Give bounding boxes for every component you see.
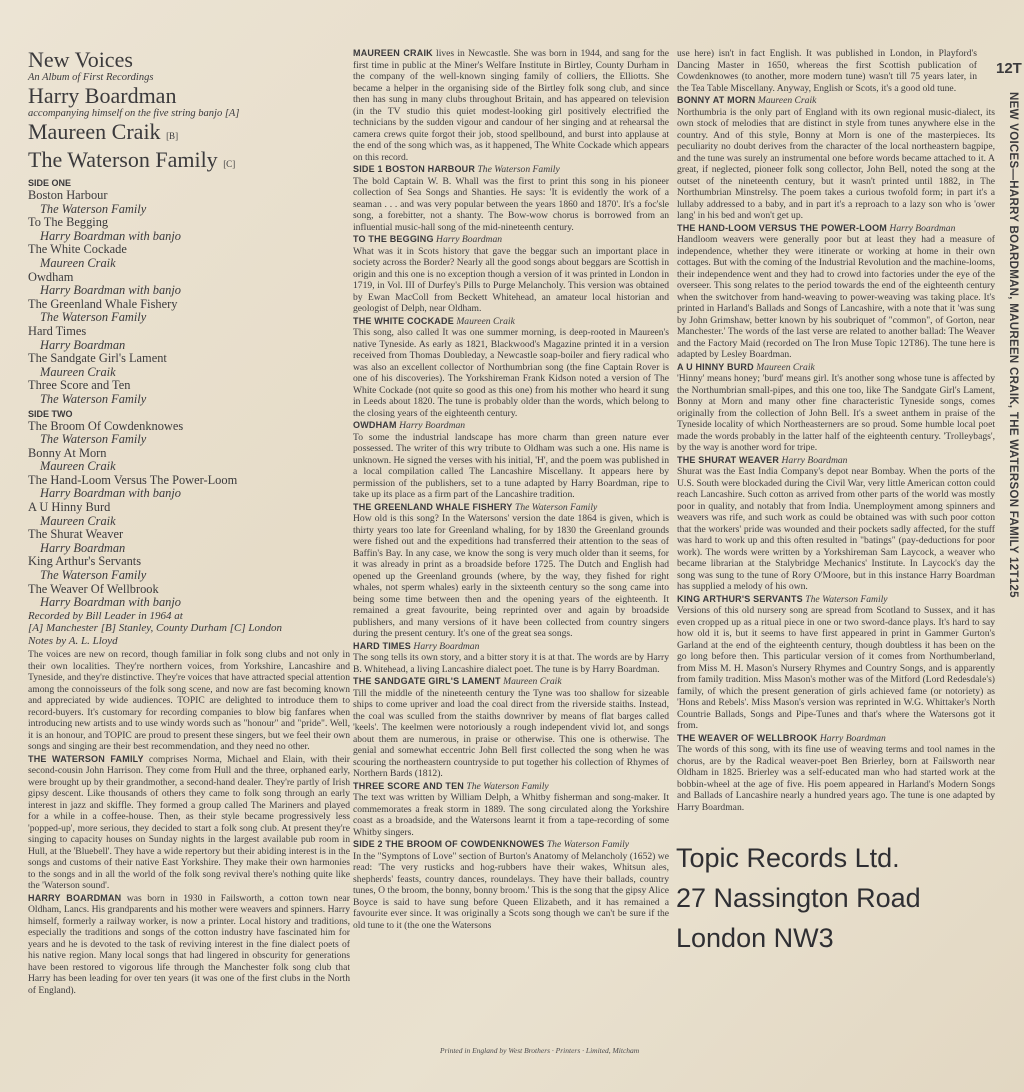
note-heading: THE WHITE COCKADE [353, 315, 454, 326]
track-title: The Greenland Whale Fishery [28, 296, 178, 311]
note-heading: THE WATERSON FAMILY [28, 753, 144, 764]
track-title: Three Score and Ten [28, 378, 131, 393]
note-performer: Maureen Craik [756, 361, 815, 373]
note-performer: The Waterson Family [514, 501, 598, 513]
note-entry [677, 594, 995, 732]
recording-line: Recorded by Bill Leader in 1964 at [28, 609, 183, 622]
note-text: 'Hinny' means honey; 'burd' means girl. It's another song whose tune is affected by the Northumbrian small-pipes, and this one too, like The Sandgate Girl's Lament, Bonny at Morn and many other fine characteristic Tyneside songs, comes originally from the collection of John Bell. It's a sweet anthem in praise of the Tyneside locality of which Northeasterners are so proud. Some humble local poet made the words probably in the latter half of the eighteenth century. 'Trolleybags', by the way is another word for tripe. [677, 373, 995, 453]
note-heading: THREE SCORE AND TEN [353, 780, 464, 791]
note-text: Versions of this old nursery song are spread from Scotland to Sussex, and it has even cropped up as a ritual piece in one or two sword-dance plays. It's hard to say how old it is, but it seems to have first appeared in print in Gammer Gurton's Garland at the end of the eighteenth century, though doubtless it has been on the go long before then. This particular version of it comes from Northumberland, from Miss M. H. Mason's Nursery Rhymes and Country Songs, and is apparently from family tradition. Miss Mason's mother was of the Mitford (Lord Redesdale's) family, of which the present generation of girls achieved fame (or notoriety) as 'Hons and Rebels'. Miss Mason's version was reprinted in W.G. Whittaker's North Countrie Ballads, Songs and Pipe-Tunes and that's where the Watersons got it from. [677, 605, 995, 731]
track-title: The Broom Of Cowdenknowes [28, 418, 184, 433]
note-performer: Harry Boardman [399, 420, 466, 431]
note-heading: BONNY AT MORN [677, 95, 756, 105]
note-text: Till the middle of the nineteenth century the Tyne was too shallow for sizeable ships to come upriver and load the coal direct from the riverside staiths. Instead, the coal was sculled from the staiths downriver by means of flat barges called 'keels'. The keelmen were notoriously a rough independent vivid lot, and songs about them are numerous, in praise or otherwise. This one is otherwise. The genial and somewhat eccentric John Bell first collected the song when he was scouring the northeastern countryside to put together his collection of Rhymes of Northern Bards (1812). [353, 687, 669, 779]
track-title: The Hand-Loom Versus The Power-Loom [28, 472, 238, 487]
address-line: London NW3 [676, 923, 834, 953]
track-title: The Weaver Of Wellbrook [28, 581, 159, 596]
note-text: What was it in Scots history that gave the beggar such an important place in society across the Border? Nearly all the good songs about beggars are Scottish in origin and this one is no exception though a version of it was printed in London in 1719, in Vol. III of Durfey's Pills to Purge Melancholy. This version was obtained by Ewan MacColl from Beckett Whitehead, an amateur local historian and geologist of Delph, near Oldham. [353, 245, 669, 314]
artist-maureen-craik [28, 120, 350, 148]
note-text: The song tells its own story, and a bitter story it is at that. The words are by Harry B. Whitehead, a living Lancashire dialect poet. The tune is by Harry Boardman. [353, 652, 669, 675]
track-performer: Maureen Craik [40, 364, 116, 379]
intro-paragraph: The voices are new on record, though familiar in folk song clubs and not only in their own localities. They're northern voices, from Yorkshire, Lancashire and Tyneside, and they're distinctive. They're voices that have attracted special attention among the connoisseurs of the folk song scene, and now are fast becoming known and appreciated by wide audiences. TOPIC are delighted to introduce them to record-buyers. It's customary for recording companies to blow big fanfares when introducing new artists and to use windy words such as "honour" and "pride". Well, it is an honour, and TOPIC are proud to present these singers, but we feel their own songs and singing are their best recommendation, and they need no other. [28, 649, 350, 753]
note-text: was born in 1930 in Failsworth, a cotton town near Oldham, Lancs. His grandparents and his mother were weavers and spinners. Harry himself, formerly a railway worker, is now a printer. Local history and traditions, especially the traditions and songs of the cotton industry have fascinated him for years and he is devoted to the task of reviving interest in the fine dialect poets of his native region. Many local songs that had lingered in obscurity for generations have been restored to vigorous life through the Manchester folk song club that Harry has been leading for over ten years (it was one of the first clubs in the North of England). [28, 892, 350, 996]
notes-left [28, 754, 350, 997]
note-performer: Harry Boardman [413, 640, 480, 652]
artist-tag: [C] [223, 159, 236, 169]
note-heading: HARRY BOARDMAN [28, 892, 122, 903]
spine-text [1006, 92, 1020, 692]
note-entry [353, 641, 669, 676]
note-entry [28, 893, 350, 997]
note-entry [677, 95, 995, 222]
track-performer: Maureen Craik [40, 459, 116, 474]
note-entry [353, 48, 669, 163]
catalog-number: 12T [996, 60, 1022, 77]
track-title: To The Begging [28, 215, 109, 230]
note-text: The bold Captain W. B. Whall was the first to print this song in his pioneer collection of Sea Songs and Shanties. He says: 'It is evidently the work of a seaman . . . and was very popular between the years 1860 and 1870'. It's a foc'sle song, a forebitter, not a shanty. The Bow-wow chorus is borrowed from an influential music-hall song of the mid-nineteenth century. [353, 175, 669, 233]
note-heading: THE GREENLAND WHALE FISHERY [353, 501, 513, 512]
track-performer: The Waterson Family [40, 310, 147, 325]
address-line: Topic Records Ltd. [676, 843, 900, 873]
note-text: In the "Symptons of Love" section of Burton's Anatomy of Melancholy (1652) we read: 'The very rusticks and hog-rubbers have their wakes, Whitsun ales, shepherds' feasts, country dances, roundelays. They have their ballads, country tunes, O the broom, the bonny, bonny broom.' This is the song that the gipsy Alice Boyce is said to have sung before Queen Elizabeth, and it has remained a favourite ever since. It was originally a Scots song though we can't be sure if the old tune to it (the one the Watersons [353, 850, 669, 931]
note-performer: Maureen Craik [757, 95, 817, 106]
note-text: Shurat was the East India Company's depot near Bombay. When the ports of the U.S. South were blockaded during the Civil War, very little American cotton could reach Lancashire. Such cotton as arrived from other parts of the world was mostly poor in quality, and notably that from India. Unemployment among spinners and weavers was rife, and such work as could be obtained was with such poor cotton that the workers' pride was wounded and their pockets sadly affected, for the stuff was hard to work up and this often resulted in "batings" (pay-deductions for poor work). The words were written by a Yorkshireman Sam Laycock, a weaver who became librarian at the Stalybridge Mechanics' Institute. In Laycock's day the song was sung to the tune of Rory O'Moore, but in this instance Harry Boardman has supplied a melody of his own. [677, 466, 995, 592]
track-performer: Maureen Craik [40, 513, 116, 528]
artist-name: The Waterson Family [28, 147, 218, 172]
note-heading: KING ARTHUR'S SERVANTS [677, 593, 803, 604]
note-entry [353, 781, 669, 839]
note-entry [677, 362, 995, 454]
recording-line: [A] Manchester [B] Stanley, County Durham [C] London [28, 622, 283, 635]
cowdenknowes-continued: use here) isn't in fact English. It was published in London, in Playford's Dancing Master in 1650, whereas the first Scottish publication of Cowdenknowes (to another, more modern tune) wasn't till 75 years later, in the Tea Table Miscellany. Anyway, English or Scots, it's a good old tune. [677, 48, 977, 94]
note-performer: The Waterson Family [805, 593, 888, 605]
note-heading: A U HINNY BURD [677, 361, 754, 372]
column-left [28, 48, 350, 997]
note-performer: The Waterson Family [546, 839, 630, 850]
album-title: New Voices [28, 47, 133, 72]
artist-harry-boardman: Harry Boardman [28, 83, 177, 108]
note-heading: TO THE BEGGING [353, 234, 434, 244]
note-performer: The Waterson Family [477, 164, 560, 175]
album-subtitle: An Album of First Recordings [28, 72, 154, 83]
note-entry [353, 420, 669, 501]
note-text: Handloom weavers were generally poor but at least they had a measure of independence, whether they were itinerate or working at home in their own cottages. But with the coming of the Industrial Revolution and the machine-looms, their independence went and they had to crowd into factories under the eye of the overseer. This song relates to the period towards the end of the eighteenth century when the switchover from hand-weaving to power-weaving was taking place. It's printed in Harland's Ballads and Songs of Lancashire, with a note that it 'was sung by John Grimshaw, better known by his soubriquet of "common", of Gorton, near Manchester.' The words of the last verse are related to another ballad: The Weaver and the Factory Maid (recorded on The Iron Muse Topic 12T86). The tune here is adapted by Lesley Boardman. [677, 234, 995, 360]
note-entry [353, 316, 669, 420]
track-title: The White Cockade [28, 242, 127, 257]
track-performer: Harry Boardman with banjo [40, 486, 182, 501]
artist-tag: [B] [166, 131, 179, 141]
address-line: 27 Nassington Road [676, 883, 921, 913]
note-heading: SIDE 1 BOSTON HARBOUR [353, 164, 476, 174]
note-performer: Maureen Craik [456, 315, 515, 327]
side-one-tracklist [28, 189, 350, 407]
note-text: lives in Newcastle. She was born in 1944, and sang for the first time in public at the Miner's Welfare Institute in Birtley, County Durham in the company of the well-known singing family of colliers, the Elliotts. She became a helper in the organising side of the Birtley folk song club, and since then has sung in many clubs throughout Britain, and has appeared on television (in the TV studio this quiet modest-looking girl positively electrified the technicians by the sudden vigour and candour of her singing and at rehearsal the camera crews quite forgot their job, stood spellbound, and burst into applause at the end of the song which was, as it happened, The White Cockade which appears on this record. [353, 48, 670, 163]
note-performer: Harry Boardman [436, 234, 503, 245]
note-text: The words of this song, with its fine use of weaving terms and tool names in the chorus, are by the Radical weaver-poet Ben Brierley, born at Failsworth near Oldham in 1825. Brierley was a self-educated man who had started work at the bobbin-wheel at the age of five. His poem appeared in Harland's Modern Songs and Ballads of Lancashire nearly a hundred years ago. The tune is one adapted by Harry Boardman. [677, 744, 995, 813]
track-performer: The Waterson Family [40, 391, 147, 406]
note-performer: The Waterson Family [466, 780, 549, 792]
side-two-label: SIDE TWO [28, 408, 73, 419]
note-performer: Harry Boardman [819, 732, 886, 744]
note-entry [28, 754, 350, 892]
note-performer: Harry Boardman [889, 222, 956, 234]
track-title: A U Hinny Burd [28, 500, 111, 515]
side-one-label: SIDE ONE [28, 178, 72, 188]
track-performer: Harry Boardman with banjo [40, 595, 182, 610]
note-text: How old is this song? In the Watersons' version the date 1864 is given, which is thirty years too late for Greenland whaling, for by 1830 the Greenland grounds were fished out and the expeditions had transferred their attention to the seas of Baffin's Bay. In any case, we know the song is very much older than it seems, for it was already in print as a broadside before 1725. The Dutch and English had opened up the Greenland grounds (where, by the way, they fished for right whales, not sperm whales) early in the sixteenth century so the song came into being some time between then and the opening years of the eighteenth. It remained a great favourite, being reprinted over and again by broadside publishers, and many versions of it have been collected from country singers during the present century. It's one of the great sea songs. [353, 513, 669, 639]
track-title: The Sandgate Girl's Lament [28, 351, 167, 366]
note-performer: Harry Boardman [781, 454, 848, 466]
note-text: This song, also called It was one summer morning, is deep-rooted in Maureen's native Tyneside. As early as 1821, Blackwood's Magazine printed it in a version received from Thomas Doubleday, a Newcastle soap-boiler and fiery radical who was also an excellent collector of Northumbrian song (the fine Captain Rover is one of his discoveries). The Yorkshireman Frank Kidson noted a version of The White Cockade (not quite so good as this one) from his mother who heard it sung in Leeds about 1820. The tune is probably older than the words, which belong to the closing years of the eighteenth century. [353, 327, 669, 419]
note-entry [353, 502, 669, 640]
notes-right [677, 95, 995, 813]
track-title: King Arthur's Servants [28, 554, 142, 569]
track-performer: Harry Boardman with banjo [40, 228, 182, 243]
spine-label: NEW VOICES—HARRY BOARDMAN, MAUREEN CRAIK, THE WATERSON FAMILY 12T125 [1007, 92, 1019, 598]
column-middle [353, 48, 669, 932]
note-entry [353, 164, 669, 233]
track-performer: The Waterson Family [40, 201, 147, 216]
note-heading: MAUREEN CRAIK [353, 48, 433, 58]
printer-credit: Printed in England by West Brothers · Printers · Limited, Mitcham [440, 1046, 640, 1055]
track-title: Owdham [28, 269, 74, 284]
side-two-tracklist [28, 420, 350, 610]
track-title: The Shurat Weaver [28, 527, 124, 542]
track-performer: The Waterson Family [40, 568, 147, 583]
note-entry [677, 223, 995, 361]
track-title: Boston Harbour [28, 188, 108, 202]
recording-credits [28, 610, 350, 648]
note-heading: THE WEAVER OF WELLBROOK [677, 732, 818, 743]
note-heading: THE SANDGATE GIRL'S LAMENT [353, 676, 501, 686]
artist-waterson-family [28, 148, 350, 176]
track-title: Bonny At Morn [28, 445, 107, 460]
note-performer: Maureen Craik [503, 676, 562, 687]
note-entry [353, 676, 669, 780]
artist-name: Maureen Craik [28, 119, 161, 144]
track-performer: Harry Boardman [40, 337, 126, 352]
artist-harry-note: accompanying himself on the five string banjo [A] [28, 108, 240, 119]
note-heading: HARD TIMES [353, 640, 411, 651]
track-performer: The Waterson Family [40, 432, 147, 447]
track-performer: Harry Boardman [40, 540, 126, 555]
note-text: Northumbria is the only part of England with its own regional music-dialect, its own stock of melodies that are distinct in style from tunes anywhere else in the country. And of this style, Bonny at Morn is one of the masterpieces. Its peculiarity no doubt derives from the character of the local northeastern bagpipe, and the tune was surely an instrumental one before words became attached to it. A great, if neglected, pioneer folk song collector, John Bell, noted the song at the outset of the nineteenth century, but it wasn't printed until 1882, in The Northumbrian Minstrelsy. The poem takes a curious twofold form; in part it's a lullaby addressed to a baby, and in part it's a reproach to a lazy son who is 'ower lang' in his bed and won't get up. [677, 106, 995, 221]
note-heading: THE SHURAT WEAVER [677, 454, 780, 465]
track-title: Hard Times [28, 323, 87, 338]
note-entry [677, 733, 995, 814]
note-entry [353, 839, 669, 931]
note-heading: SIDE 2 THE BROOM OF COWDENKNOWES [353, 839, 545, 849]
note-text: To some the industrial landscape has more charm than green nature ever possessed. The writer of this wry tribute to Oldham was such a one. His name is unknown. He signed the verses with his initial, 'H', and the poem was published in a local compilation called The Lancashire Miscellany. It appears here by permission of the publishers, set to a tune adapted by Harry Boardman, ripe to take up its place as a firm part of the Lancashire tradition. [353, 431, 670, 500]
track-performer: Maureen Craik [40, 255, 116, 270]
note-text: comprises Norma, Michael and Elain, with their second-cousin John Harrison. They come from Hull and the three, orphaned early, were brought up by their grandmother, a second-hand dealer. They're partly of Irish gipsy descent. Like thousands of others they came to folk song through an early interest in jazz and skiffle. They formed a group called The Mariners and played for a while in a coffee-house. Then, as their style became progressively less 'popped-up', more serious, they decided to start a folk song club. At present they're singing to capacity houses on Sunday nights in the largest available pub room in Hull, at the 'Bluebell'. They have a wide repertory but their abiding interest is in the songs and customs of their native East Yorkshire. They make their own harmonies to the songs and in all the world of the folk song revival there's nothing quite like the 'Waterson sound'. [28, 753, 350, 892]
recording-line: Notes by A. L. Lloyd [28, 634, 118, 647]
publisher-address [676, 838, 996, 958]
note-entry [353, 234, 669, 315]
column-right [677, 48, 995, 814]
note-entry [677, 455, 995, 593]
note-heading: OWDHAM [353, 420, 397, 430]
note-heading: THE HAND-LOOM VERSUS THE POWER-LOOM [677, 222, 887, 233]
note-text: The text was written by William Delph, a Whitby fisherman and song-maker. It commemorates a freak storm in 1889. The song circulated along the Yorkshire coast as a broadside, and the Watersons learnt it from a tape-recording of some Whitby singers. [353, 792, 669, 838]
track-performer: Harry Boardman with banjo [40, 283, 182, 298]
